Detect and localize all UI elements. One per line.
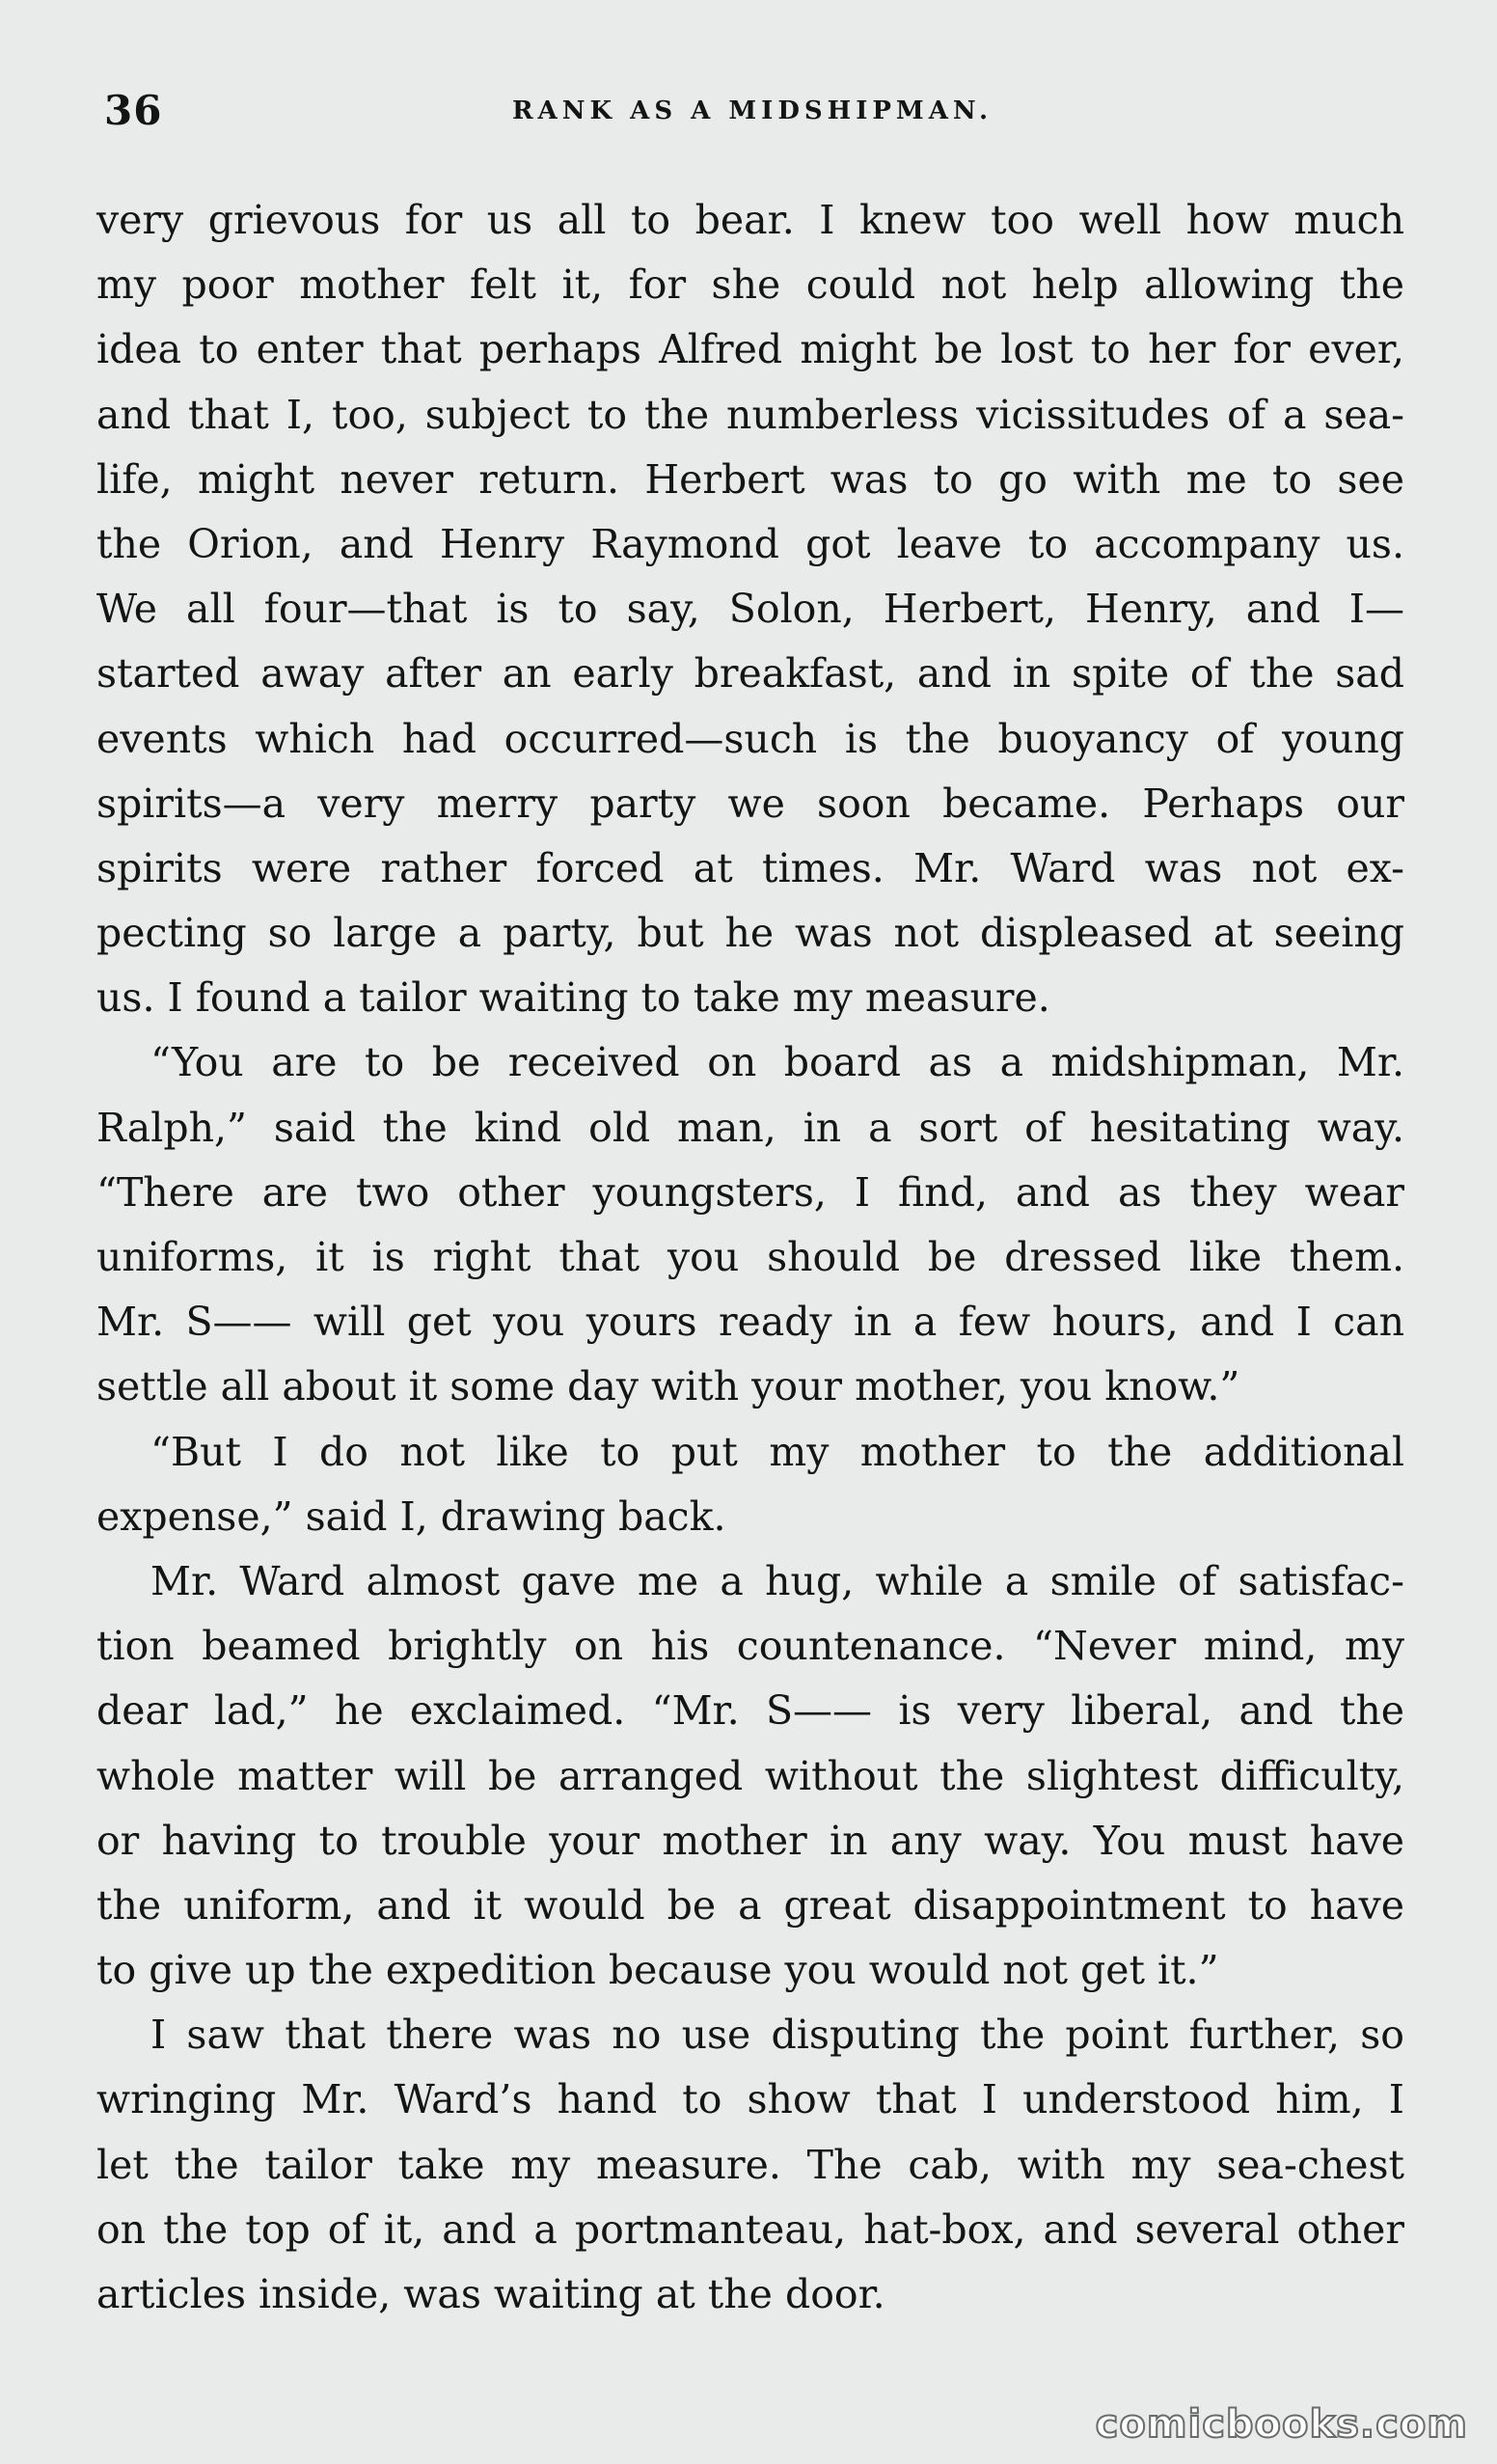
text-line: Mr. S—— will get you yours ready in a few hours, and I can [96,1299,1404,1346]
page-header [98,87,1406,145]
text-line: I saw that there was no use disputing the point further, so [150,2012,1404,2059]
text-line: let the tailor take my measure. The cab, with my sea-chest [96,2141,1404,2188]
text-line: my poor mother felt it, for she could not help allowing the [96,261,1404,309]
text-line: on the top of it, and a portmanteau, hat-box, and several other [96,2205,1404,2253]
text-line: wringing Mr. Ward’s hand to show that I understood him, I [96,2076,1404,2123]
text-line: tion beamed brightly on his countenance. “Never mind, my [96,1623,1404,1670]
text-line: spirits were rather forced at times. Mr. Ward was not ex- [96,844,1404,891]
text-line: settle all about it some day with your mother, you know.” [96,1363,1240,1410]
text-line: expense,” said I, drawing back. [96,1492,726,1540]
text-line: or having to trouble your mother in any way. You must have [96,1817,1404,1864]
text-line: very grievous for us all to bear. I knew too well how much [96,197,1404,243]
running-head: RANK AS A MIDSHIPMAN. [511,96,993,125]
text-line: “There are two other youngsters, I find, and as they wear [96,1168,1404,1216]
text-line: “You are to be received on board as a midshipman, Mr. [150,1039,1404,1086]
text-line: us. I found a tailor waiting to take my measure. [96,974,1050,1022]
text-line: and that I, too, subject to the numberless vicissitudes of a sea- [96,391,1404,438]
text-line: articles inside, was waiting at the door. [96,2271,885,2317]
text-line: uniforms, it is right that you should be dressed like them. [96,1234,1404,1280]
text-line: the Orion, and Henry Raymond got leave to accompany us. [96,520,1404,567]
body-text [96,188,1404,2327]
text-line: to give up the expedition because you would not get it.” [96,1947,1219,1994]
text-line: idea to enter that perhaps Alfred might be lost to her for ever, [96,326,1404,373]
text-line: We all four—that is to say, Solon, Herbert, Henry, and I— [96,586,1404,633]
text-line: started away after an early breakfast, and in spite of the sad [96,650,1404,698]
page-number: 36 [104,87,163,134]
text-line: Mr. Ward almost gave me a hug, while a smile of satisfac- [150,1557,1404,1604]
watermark-logo: comicbooks.com [1095,2402,1468,2447]
text-line: pecting so large a party, but he was not displeased at seeing [96,910,1404,957]
text-line: Ralph,” said the kind old man, in a sort of hesitating way. [96,1104,1404,1151]
text-line: spirits—a very merry party we soon became. Perhaps our [96,780,1404,827]
text-line: life, might never return. Herbert was to go with me to see [96,455,1404,503]
text-line: dear lad,” he exclaimed. “Mr. S—— is very liberal, and the [96,1687,1404,1735]
text-line: whole matter will be arranged without the slightest difficulty, [96,1752,1404,1799]
text-line: events which had occurred—such is the buoyancy of young [96,715,1404,762]
text-line: “But I do not like to put my mother to the additional [150,1428,1404,1475]
text-line: the uniform, and it would be a great disappointment to have [96,1881,1404,1929]
